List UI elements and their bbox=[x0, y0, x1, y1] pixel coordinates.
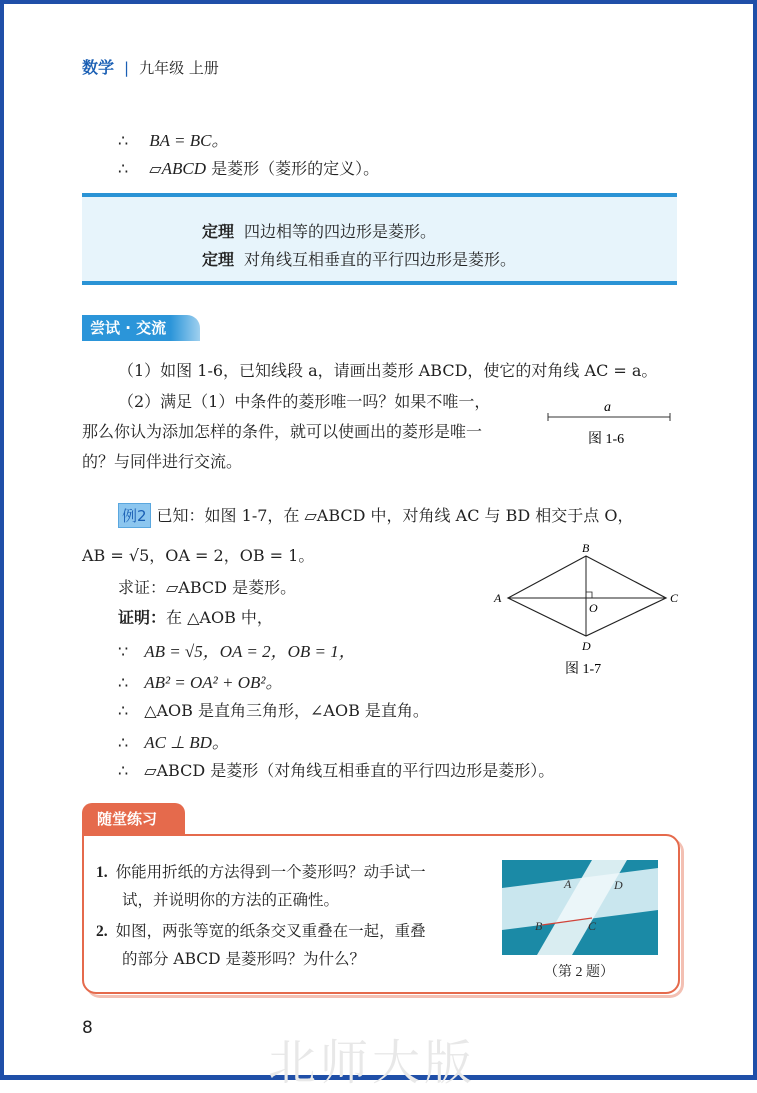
proof-line bbox=[118, 758, 554, 781]
therefore-symbol: ∴ bbox=[118, 733, 129, 752]
section-tag-practice: 随堂练习 bbox=[82, 803, 185, 835]
item-text: 你能用折纸的方法得到一个菱形吗？动手试一 bbox=[115, 863, 426, 881]
proof-text: AB = √5，OA = 2，OB = 1， bbox=[144, 642, 356, 661]
example-line: AB = √5，OA = 2，OB = 1。 bbox=[82, 546, 315, 565]
theorem-row bbox=[202, 247, 516, 270]
figure-practice-2 bbox=[502, 860, 662, 985]
example-text: 在 △AOB 中， bbox=[166, 608, 273, 627]
vertex-label-c: C bbox=[588, 919, 597, 933]
practice-item-continued: 试，并说明你的方法的正确性。 bbox=[122, 891, 340, 909]
vertex-label-a: A bbox=[494, 591, 502, 605]
item-number: 1. bbox=[96, 864, 108, 881]
subject-title: 数学 bbox=[82, 58, 115, 77]
theorem-box bbox=[82, 193, 677, 285]
header-separator: | bbox=[124, 59, 130, 77]
item-text: 如图，两张等宽的纸条交叉重叠在一起，重叠 bbox=[115, 922, 426, 940]
question-line: （1）如图 1-6，已知线段 a，请画出菱形 ABCD，使它的对角线 AC = a。 bbox=[118, 361, 658, 380]
therefore-symbol: ∴ bbox=[118, 701, 129, 720]
figure-caption: 图 1-7 bbox=[565, 662, 602, 677]
parallelogram-symbol: ▱ bbox=[149, 159, 162, 178]
practice-item-continued: 的部分 ABCD 是菱形吗？为什么？ bbox=[122, 950, 366, 968]
example-line: 求证：▱ABCD 是菱形。 bbox=[118, 578, 297, 597]
theorem-row bbox=[202, 219, 436, 242]
proof-text: BA = BC。 bbox=[149, 131, 229, 150]
vertex-label-d: D bbox=[582, 639, 591, 653]
therefore-symbol: ∴ bbox=[118, 159, 129, 178]
proof-text: AC ⊥ BD。 bbox=[144, 733, 229, 752]
vertex-label-b: B bbox=[535, 919, 543, 933]
vertex-label-d: D bbox=[614, 878, 623, 892]
practice-item bbox=[96, 860, 426, 882]
figure-caption: 图 1-6 bbox=[588, 432, 625, 447]
page-header bbox=[82, 55, 219, 78]
proof-text: △AOB 是直角三角形，∠AOB 是直角。 bbox=[144, 701, 429, 720]
vertex-label-b: B bbox=[582, 541, 590, 555]
proof-text: ▱ABCD 是菱形（对角线互相垂直的平行四边形是菱形）。 bbox=[144, 761, 555, 780]
center-label-o: O bbox=[589, 601, 598, 615]
figure-1-6 bbox=[540, 395, 680, 455]
proof-text: 是菱形（菱形的定义）。 bbox=[205, 159, 380, 178]
vertex-label-c: C bbox=[670, 591, 679, 605]
because-symbol: ∵ bbox=[118, 642, 129, 661]
segment-label: a bbox=[604, 400, 611, 415]
proof-line bbox=[118, 728, 229, 753]
vertex-label-a: A bbox=[564, 877, 572, 891]
figure-name: ABCD bbox=[161, 159, 206, 178]
proof-line bbox=[118, 668, 283, 693]
figure-caption: （第 2 题） bbox=[544, 965, 614, 980]
question-line: 的？与同伴进行交流。 bbox=[82, 452, 243, 471]
example-text: 已知：如图 1-7，在 ▱ABCD 中，对角线 AC 与 BD 相交于点 O， bbox=[156, 506, 634, 525]
theorem-keyword: 定理 bbox=[202, 250, 235, 269]
figure-1-7 bbox=[490, 540, 690, 685]
watermark: 北师大版 bbox=[268, 1035, 477, 1091]
question-line: 那么你认为添加怎样的条件，就可以使画出的菱形是唯一 bbox=[82, 422, 483, 441]
theorem-keyword: 定理 bbox=[202, 222, 235, 241]
theorem-text: 四边相等的四边形是菱形。 bbox=[244, 222, 437, 241]
item-number: 2. bbox=[96, 923, 108, 940]
proof-keyword: 证明： bbox=[118, 608, 167, 627]
proof-line bbox=[118, 126, 228, 151]
therefore-symbol: ∴ bbox=[118, 673, 129, 692]
proof-line bbox=[118, 698, 429, 721]
rhombus-abcd bbox=[508, 556, 666, 636]
example-line bbox=[118, 605, 273, 628]
therefore-symbol: ∴ bbox=[118, 761, 129, 780]
therefore-symbol: ∴ bbox=[118, 131, 129, 150]
practice-item bbox=[96, 919, 426, 941]
right-angle-mark bbox=[586, 592, 592, 598]
theorem-text: 对角线互相垂直的平行四边形是菱形。 bbox=[244, 250, 517, 269]
example-line bbox=[118, 503, 634, 528]
proof-line bbox=[118, 156, 379, 179]
page-number: 8 bbox=[82, 1018, 93, 1038]
example-badge: 例2 bbox=[118, 503, 151, 528]
section-tag-try-discuss: 尝试 · 交流 bbox=[82, 315, 200, 341]
question-line: （2）满足（1）中条件的菱形唯一吗？如果不唯一， bbox=[118, 392, 491, 411]
grade-label: 九年级 上册 bbox=[139, 59, 219, 77]
proof-line bbox=[118, 637, 356, 662]
proof-text: AB² = OA² + OB²。 bbox=[144, 673, 283, 692]
